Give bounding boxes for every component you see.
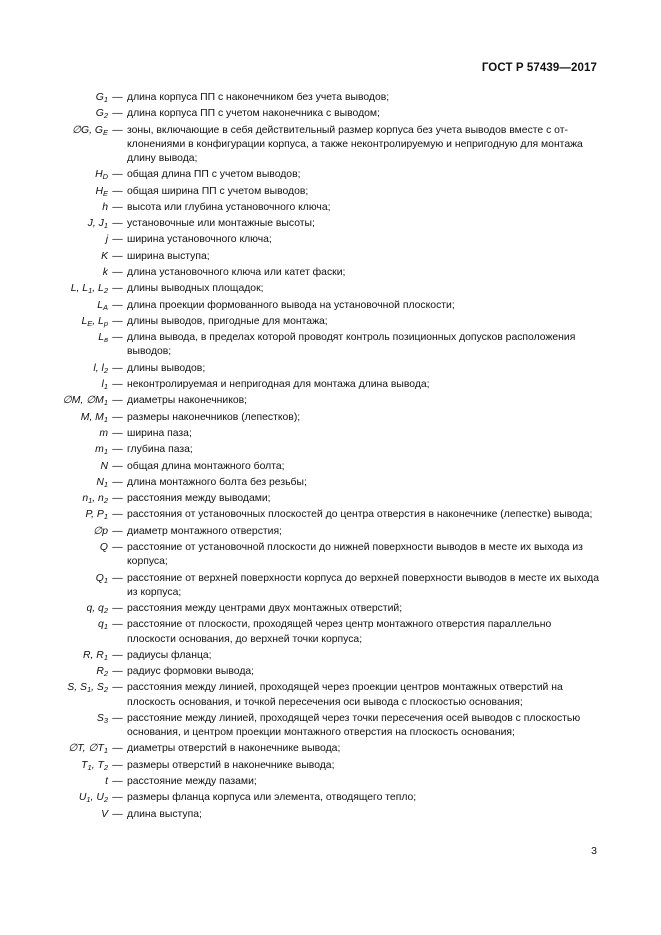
definition-symbol: q, $q_2$ [86,603,108,616]
definition-symbol: $m_1$ [95,444,108,457]
definition-text: длины выводных площадок; [127,283,264,295]
definition-dash: — [112,108,123,120]
definitions-list [0,91,661,824]
definition-row [0,492,661,506]
definition-text: расстояние от плоскости, проходящей через центр монтажного отверстия параллельно плоскости основания, до верхней точки корпуса; [127,619,552,645]
definition-dash: — [112,509,123,521]
definition-text: длина проекции формованного вывода на установочной плоскости; [127,299,455,311]
definition-symbol: V [101,808,108,820]
definition-symbol: J, $J_1$ [87,218,108,231]
definition-symbol: $L_в$ [98,332,108,345]
definition-dash: — [112,411,123,423]
definition-row [0,168,661,182]
definition-symbol: $l_1$ [101,379,108,392]
definition-row [0,124,661,167]
definition-text: ширина паза; [127,427,192,439]
definition-dash: — [112,234,123,246]
definition-text: установочные или монтажные высоты; [127,218,315,230]
definition-row [0,525,661,539]
definition-row [0,299,661,313]
definition-text: длина корпуса ПП с наконечником без учета выводов; [127,92,390,103]
definition-row [0,217,661,231]
definition-dash: — [112,808,123,820]
definition-dash: — [112,759,123,771]
definition-dash: — [112,169,123,181]
definition-dash: — [112,493,123,505]
definition-symbol: M, $M_1$ [80,411,108,424]
definition-row [0,411,661,425]
definition-text: размеры фланца корпуса или элемента, отводящего тепло; [127,792,417,804]
definition-text: ширина выступа; [127,250,210,262]
page-number: 3 [591,845,597,857]
definition-symbol: $H_E$ [95,185,108,198]
definition-symbol: $Q_1$ [95,572,108,585]
definition-text: высота или глубина установочного ключа; [127,201,331,213]
definition-row [0,775,661,789]
definition-row [0,541,661,569]
definition-row [0,394,661,408]
definition-text: длина вывода, в пределах которой проводят контроль позиционных допусков расположения выводов; [127,332,576,358]
definition-symbol: ∅p [93,525,108,537]
definition-dash: — [112,332,123,344]
definition-text: длина монтажного болта без резьбы; [127,476,307,488]
definition-dash: — [112,444,123,456]
definition-text: длина установочного ключа или катет фаски; [127,267,346,279]
definition-text: размеры отверстий в наконечнике вывода; [127,759,335,771]
definition-symbol: l, $l_2$ [93,362,108,375]
definition-row [0,618,661,646]
definition-dash: — [112,542,123,554]
definition-dash: — [112,201,123,213]
definition-text: общая ширина ПП с учетом выводов; [127,185,309,197]
definition-dash: — [112,185,123,197]
definition-symbol: $n_1$, $n_2$ [82,493,108,506]
definition-symbol: m [99,427,108,439]
definition-symbol: ∅G, $G_E$ [71,124,108,137]
definition-row [0,791,661,805]
definition-row [0,681,661,709]
definition-row [0,378,661,392]
definition-dash: — [112,267,123,279]
definition-row [0,266,661,280]
definition-symbol: $T_1$, $T_2$ [81,759,108,772]
definition-text: радиус формовки вывода; [127,666,255,678]
definition-symbol: ∅M, $\emptyset M_1$ [62,395,108,408]
definition-dash: — [112,649,123,661]
definition-row [0,315,661,329]
definition-row [0,476,661,490]
definition-row [0,665,661,679]
definition-row [0,759,661,773]
document-header: ГОСТ Р 57439—2017 [481,62,597,74]
definition-dash: — [112,525,123,537]
definition-symbol: $S_3$ [96,712,108,725]
definition-text: расстояния между центрами двух монтажных отверстий; [127,603,403,615]
definition-text: длины выводов, пригодные для монтажа; [127,315,328,327]
definition-symbol: S, $S_1$, $S_2$ [67,682,108,695]
definition-symbol: P, $P_1$ [85,509,108,522]
definition-text: расстояние между пазами; [127,776,257,788]
definition-symbol: t [105,776,108,788]
definition-dash: — [112,124,123,136]
definition-row [0,508,661,522]
definition-symbol: $L_E$, $L_p$ [81,315,108,328]
definition-symbol: $G_2$ [95,108,108,121]
definition-row [0,185,661,199]
definition-symbol: R, $R_1$ [83,649,108,662]
definition-text: глубина паза; [127,444,193,456]
definition-symbol: $U_1$, $U_2$ [78,792,108,805]
definition-dash: — [112,712,123,724]
definition-row [0,362,661,376]
definition-dash: — [112,250,123,262]
definition-symbol: K [101,250,108,262]
definition-row [0,649,661,663]
definition-symbol: N [100,460,108,472]
definition-text: радиусы фланца; [127,649,212,661]
definition-row [0,427,661,441]
definition-dash: — [112,460,123,472]
definition-text: расстояние от установочной плоскости до нижней поверхности выводов в месте их выхода из корпуса; [127,542,583,568]
definition-text: зоны, включающие в себя действительный размер корпуса без учета выводов вместе с отклонениями в конфигурации корпуса, а также неконтролируемую и непригодную для монтажа длину вывода; [127,124,583,164]
definition-symbol: Q [99,542,108,554]
definition-text: длина выступа; [127,808,202,820]
definition-text: длины выводов; [127,362,206,374]
definition-text: неконтролируемая и непригодная для монтажа длина вывода; [127,379,430,391]
definition-symbol: k [102,267,108,279]
definition-row [0,91,661,105]
definition-dash: — [112,218,123,230]
definition-row [0,201,661,215]
definition-text: диаметры отверстий в наконечнике вывода; [127,743,341,755]
definition-symbol: $L_A$ [97,299,108,312]
definition-dash: — [112,299,123,311]
definition-row [0,233,661,247]
definition-text: диаметры наконечников; [127,395,248,407]
definition-dash: — [112,379,123,391]
definition-dash: — [112,476,123,488]
definition-row [0,742,661,756]
definition-dash: — [112,682,123,694]
definition-symbol: $N_1$ [96,476,108,489]
definition-row [0,602,661,616]
definition-symbol: h [102,201,108,213]
definition-dash: — [112,315,123,327]
definition-text: длина корпуса ПП с учетом наконечника с выводом; [127,108,380,120]
definition-text: размеры наконечников (лепестков); [127,411,301,423]
definition-row [0,331,661,359]
definition-dash: — [112,666,123,678]
definition-text: расстояние от верхней поверхности корпуса до верхней поверхности выводов в месте их выхода из корпуса; [127,572,599,598]
definition-symbol: j [105,234,108,246]
definition-symbol: $R_2$ [96,666,108,679]
definition-dash: — [112,395,123,407]
definition-row [0,460,661,474]
definition-dash: — [112,603,123,615]
definition-row [0,250,661,264]
definition-symbol: $G_1$ [95,92,108,104]
definition-row [0,572,661,600]
definition-symbol: $q_1$ [98,619,108,632]
definition-text: общая длина ПП с учетом выводов; [127,169,301,181]
definition-dash: — [112,792,123,804]
definition-dash: — [112,427,123,439]
definition-dash: — [112,619,123,631]
definition-text: общая длина монтажного болта; [127,460,285,472]
definition-text: диаметр монтажного отверстия; [127,525,282,537]
definition-symbol: $H_D$ [95,169,108,182]
definition-text: расстояния между линией, проходящей через проекции центров монтажных отверстий на плоскость основания, и точкой пересечения оси вывода с плоскостью основания; [127,682,563,708]
definition-row [0,808,661,822]
definition-dash: — [112,283,123,295]
definition-symbol: L, $L_1$, $L_2$ [70,283,108,296]
definition-dash: — [112,743,123,755]
definition-text: расстояние между линией, проходящей через точки пересечения осей выводов с плоскостью основания, и центром проекции монтажного отверстия на плоскость основания; [127,712,581,739]
definition-text: расстояния от установочных плоскостей до центра отверстия в наконечнике (лепестке) вывода; [127,509,593,521]
definition-row [0,712,661,740]
definition-dash: — [112,776,123,788]
definition-row [0,282,661,296]
definition-dash: — [112,92,123,103]
definition-symbol: ∅T, $\emptyset T_1$ [68,743,108,756]
definition-text: расстояния между выводами; [127,493,271,505]
definition-dash: — [112,362,123,374]
definition-dash: — [112,572,123,584]
definition-text: ширина установочного ключа; [127,234,272,246]
definition-row [0,443,661,457]
definition-row [0,107,661,121]
